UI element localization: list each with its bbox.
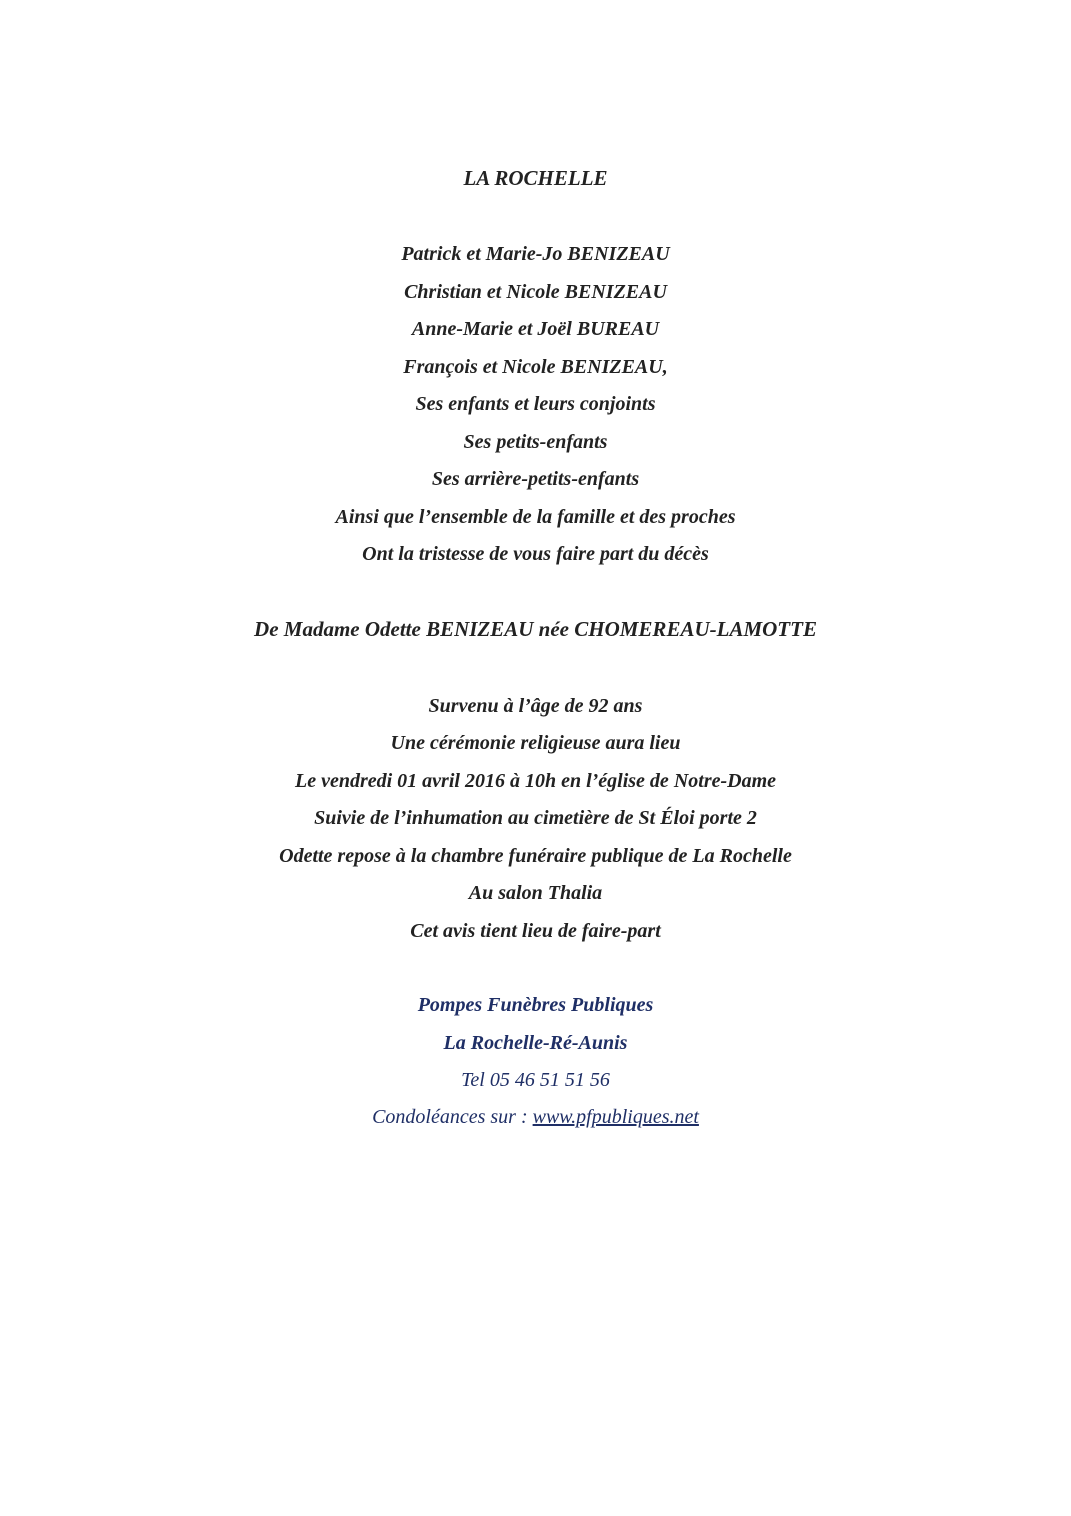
detail-line: Cet avis tient lieu de faire-part bbox=[410, 920, 661, 942]
funeral-home-location: La Rochelle-Ré-Aunis bbox=[443, 1032, 628, 1054]
family-line: François et Nicole BENIZEAU, bbox=[403, 356, 668, 378]
condolences-line bbox=[0, 1105, 1071, 1129]
family-line: Anne-Marie et Joël BUREAU bbox=[411, 318, 660, 340]
family-line: Ont la tristesse de vous faire part du décès bbox=[362, 543, 709, 565]
detail-line: Le vendredi 01 avril 2016 à 10h en l’église de Notre-Dame bbox=[294, 770, 777, 792]
detail-line: Survenu à l’âge de 92 ans bbox=[428, 695, 643, 717]
funeral-home-phone: Tel 05 46 51 51 56 bbox=[461, 1069, 610, 1091]
family-line: Ainsi que l’ensemble de la famille et des proches bbox=[335, 506, 736, 528]
detail-line: Odette repose à la chambre funéraire publique de La Rochelle bbox=[279, 845, 792, 867]
funeral-home-name: Pompes Funèbres Publiques bbox=[417, 994, 654, 1016]
family-line: Ses arrière-petits-enfants bbox=[431, 468, 640, 490]
page-title: LA ROCHELLE bbox=[463, 166, 608, 190]
family-line: Ses petits-enfants bbox=[463, 431, 608, 453]
family-line: Patrick et Marie-Jo BENIZEAU bbox=[401, 243, 670, 265]
family-line: Christian et Nicole BENIZEAU bbox=[404, 281, 667, 303]
condolences-label: Condoléances sur : bbox=[372, 1106, 533, 1128]
family-line: Ses enfants et leurs conjoints bbox=[415, 393, 656, 415]
detail-line: Au salon Thalia bbox=[468, 882, 603, 904]
detail-line: Une cérémonie religieuse aura lieu bbox=[390, 732, 681, 754]
website-link[interactable]: www.pfpubliques.net bbox=[532, 1106, 699, 1128]
detail-line: Suivie de l’inhumation au cimetière de St Éloi porte 2 bbox=[314, 807, 757, 829]
deceased-name: De Madame Odette BENIZEAU née CHOMEREAU-LAMOTTE bbox=[254, 617, 817, 641]
